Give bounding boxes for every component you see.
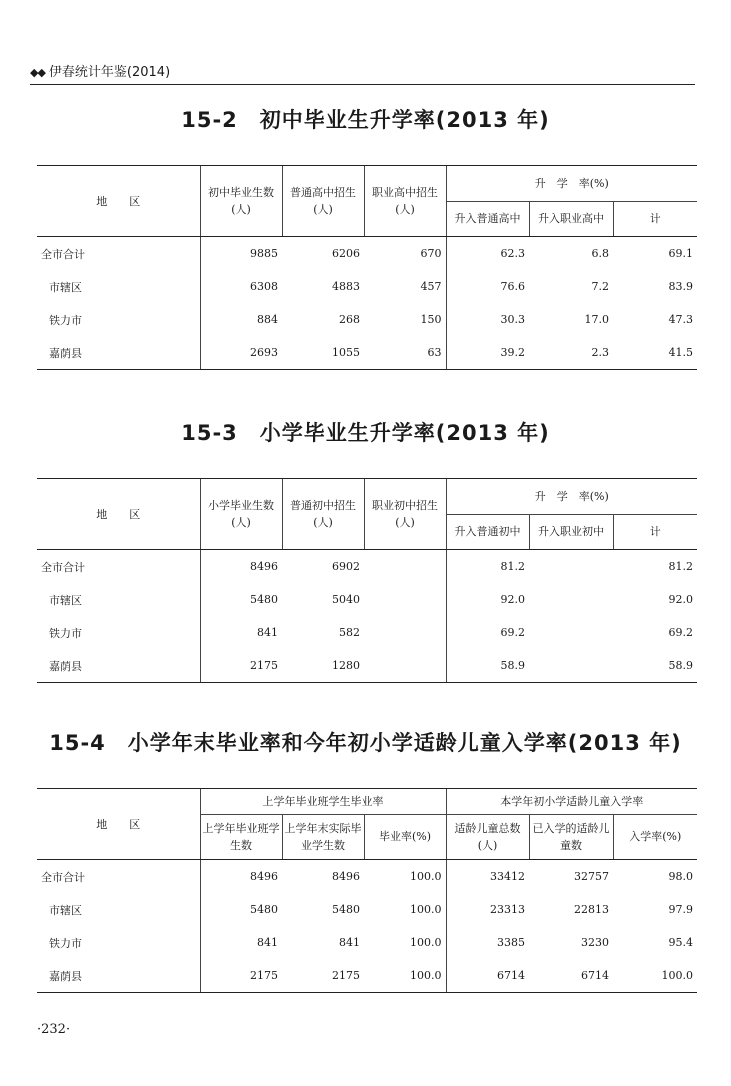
- header-region: 地 区: [37, 166, 200, 237]
- cell: 7.2: [591, 280, 609, 293]
- row-region: 全市合计: [41, 560, 85, 574]
- cell: [364, 550, 446, 584]
- cell: 39.2: [446, 336, 529, 370]
- cell: 76.6: [446, 270, 529, 303]
- row-region: 嘉荫县: [37, 959, 200, 993]
- cell: 6714: [446, 959, 529, 993]
- diamond-marker-icon: ◆◆: [30, 66, 45, 79]
- cell: 582: [339, 626, 360, 639]
- header-actual-graduates: 上学年末实际毕业学生数: [282, 814, 364, 859]
- cell: 8496: [200, 550, 282, 584]
- cell: 1055: [282, 336, 364, 370]
- cell: 81.2: [446, 550, 529, 584]
- table-row: [37, 270, 697, 303]
- cell: 23313: [446, 893, 529, 926]
- cell: 9885: [200, 237, 282, 271]
- header-group-grad: 上学年毕业班学生毕业率: [200, 789, 446, 815]
- cell: 2693: [200, 336, 282, 370]
- table2-title: 15-3 小学毕业生升学率(2013 年): [181, 421, 550, 445]
- cell: [529, 550, 613, 584]
- table-row: [37, 926, 697, 959]
- cell: 32757: [574, 870, 609, 883]
- cell: 62.3: [446, 237, 529, 271]
- cell: 63: [364, 336, 446, 370]
- cell: 97.9: [668, 903, 694, 916]
- cell: 98.0: [668, 870, 694, 883]
- table-primary-graduates: [37, 478, 697, 683]
- page-number: ·232·: [37, 1022, 71, 1037]
- cell: 41.5: [613, 336, 697, 370]
- header-enroll-rate: 入学率(%): [613, 814, 697, 859]
- row-region: 铁力市: [49, 313, 82, 327]
- table-row: [37, 303, 697, 336]
- running-header: [30, 62, 695, 85]
- cell: 100.0: [410, 903, 442, 916]
- table-row: [37, 959, 697, 993]
- cell: 33412: [446, 860, 529, 894]
- header-rate-voc: 升入职业初中: [529, 514, 613, 550]
- cell: 17.0: [584, 313, 609, 326]
- cell: 457: [420, 280, 442, 293]
- cell: [529, 649, 613, 683]
- cell: [364, 616, 446, 649]
- cell: 8496: [200, 860, 282, 894]
- table-row: [37, 237, 697, 271]
- cell: 5480: [332, 903, 360, 916]
- header-rate-total: 计: [613, 201, 697, 237]
- table3-title: 15-4 小学年末毕业率和今年初小学适龄儿童入学率(2013 年): [49, 731, 682, 755]
- cell: 6308: [200, 270, 282, 303]
- header-rate-junior: 升入普通初中: [446, 514, 529, 550]
- header-rate-voc: 升入职业高中: [529, 201, 613, 237]
- cell: 841: [339, 936, 360, 949]
- book-title: 伊春统计年鉴(2014): [48, 65, 171, 80]
- row-region: 铁力市: [49, 626, 82, 640]
- header-junior: 普通初中招生(人): [282, 479, 364, 550]
- cell: 58.9: [446, 649, 529, 683]
- cell: [529, 616, 613, 649]
- header-high-school: 普通高中招生(人): [282, 166, 364, 237]
- cell: 6714: [529, 959, 613, 993]
- cell: 841: [200, 616, 282, 649]
- row-region: 市辖区: [49, 280, 82, 294]
- cell: 268: [339, 313, 360, 326]
- table-junior-graduates: [37, 165, 697, 370]
- header-vocational: 职业高中招生(人): [364, 166, 446, 237]
- cell: 2.3: [529, 336, 613, 370]
- cell: 670: [420, 247, 442, 260]
- cell: [364, 583, 446, 616]
- row-region: 全市合计: [41, 870, 85, 884]
- table-row: [37, 893, 697, 926]
- cell: 5480: [200, 583, 282, 616]
- cell: 92.0: [446, 583, 529, 616]
- table-row: [37, 550, 697, 584]
- cell: 58.9: [613, 649, 697, 683]
- cell: 100.0: [364, 959, 446, 993]
- cell: 4883: [332, 280, 360, 293]
- cell: 3230: [581, 936, 609, 949]
- row-region: 嘉荫县: [37, 649, 200, 683]
- header-group-enroll: 本学年初小学适龄儿童入学率: [446, 789, 697, 815]
- cell: 5040: [332, 593, 360, 606]
- header-rate-group: 升 学 率(%): [446, 479, 697, 515]
- cell: 100.0: [410, 870, 442, 883]
- cell: 69.2: [668, 626, 694, 639]
- cell: 2175: [200, 959, 282, 993]
- table-row: [37, 860, 697, 894]
- table-graduation-enrollment: [37, 788, 697, 993]
- cell: 30.3: [446, 303, 529, 336]
- table-row: [37, 336, 697, 370]
- header-graduates: 小学毕业生数(人): [200, 479, 282, 550]
- cell: 884: [200, 303, 282, 336]
- cell: 83.9: [668, 280, 694, 293]
- header-graduates: 初中毕业生数(人): [200, 166, 282, 237]
- cell: 1280: [282, 649, 364, 683]
- cell: 3385: [446, 926, 529, 959]
- row-region: 市辖区: [49, 593, 82, 607]
- header-rate-group: 升 学 率(%): [446, 166, 697, 202]
- row-region: 铁力市: [49, 936, 82, 950]
- header-region: 地 区: [37, 479, 200, 550]
- cell: [529, 583, 613, 616]
- cell: 22813: [574, 903, 609, 916]
- row-region: 全市合计: [41, 247, 85, 261]
- header-vocational: 职业初中招生(人): [364, 479, 446, 550]
- cell: 2175: [200, 649, 282, 683]
- header-rate-high: 升入普通高中: [446, 201, 529, 237]
- cell: 8496: [332, 870, 360, 883]
- cell: 47.3: [668, 313, 694, 326]
- table1-title: 15-2 初中毕业生升学率(2013 年): [181, 108, 550, 132]
- cell: 2175: [282, 959, 364, 993]
- table-row: [37, 616, 697, 649]
- cell: 841: [200, 926, 282, 959]
- cell: 5480: [200, 893, 282, 926]
- header-grad-rate: 毕业率(%): [364, 814, 446, 859]
- cell: 150: [420, 313, 442, 326]
- cell: 69.2: [446, 616, 529, 649]
- header-age-children: 适龄儿童总数(人): [446, 814, 529, 859]
- cell: 100.0: [613, 959, 697, 993]
- cell: 6206: [332, 247, 360, 260]
- table-row: [37, 583, 697, 616]
- cell: 92.0: [668, 593, 694, 606]
- cell: 81.2: [668, 560, 694, 573]
- row-region: 嘉荫县: [37, 336, 200, 370]
- cell: 69.1: [668, 247, 694, 260]
- cell: [364, 649, 446, 683]
- cell: 6.8: [591, 247, 609, 260]
- cell: 100.0: [410, 936, 442, 949]
- header-rate-total: 计: [613, 514, 697, 550]
- header-enrolled: 已入学的适龄儿童数: [529, 814, 613, 859]
- table-row: [37, 649, 697, 683]
- header-last-year-students: 上学年毕业班学生数: [200, 814, 282, 859]
- cell: 95.4: [668, 936, 694, 949]
- header-region: 地 区: [37, 789, 200, 860]
- cell: 6902: [332, 560, 360, 573]
- row-region: 市辖区: [49, 903, 82, 917]
